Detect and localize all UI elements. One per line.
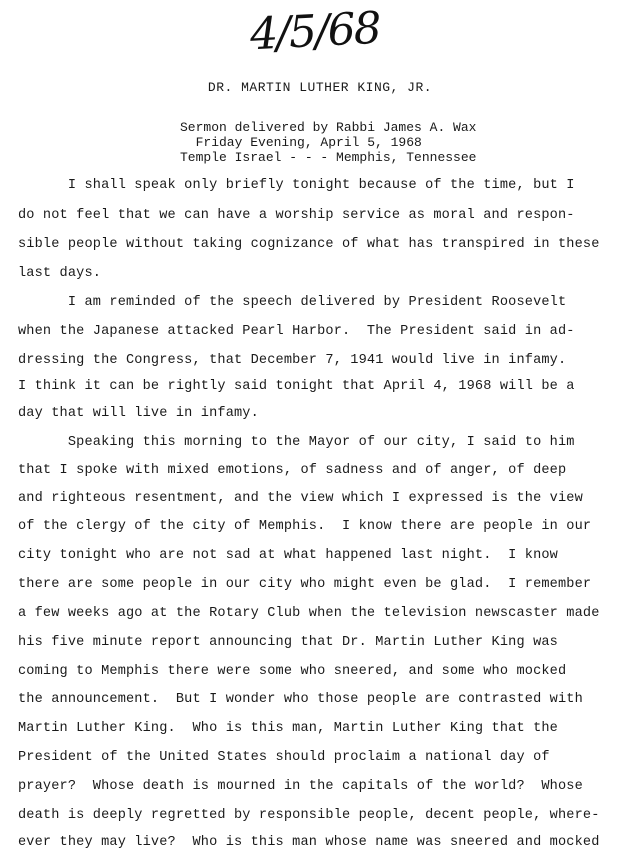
body-line: dressing the Congress, that December 7, 1941 would live in infamy.: [18, 353, 567, 368]
body-line: I shall speak only briefly tonight because of the time, but I: [18, 178, 575, 193]
body-line: coming to Memphis there were some who sneered, and some who mocked: [18, 664, 567, 679]
handwritten-date: 4/5/68: [248, 2, 381, 61]
sermon-subheading: [180, 120, 476, 165]
body-line: last days.: [18, 266, 102, 281]
body-line: day that will live in infamy.: [18, 406, 259, 421]
body-line: Speaking this morning to the Mayor of our city, I said to him: [18, 435, 575, 450]
body-line: the announcement. But I wonder who those people are contrasted with: [18, 692, 583, 707]
body-line: and righteous resentment, and the view which I expressed is the view: [18, 491, 583, 506]
body-line: Martin Luther King. Who is this man, Martin Luther King that the: [18, 721, 558, 736]
subheading-line: Friday Evening, April 5, 1968: [180, 135, 422, 150]
body-line: his five minute report announcing that Dr. Martin Luther King was: [18, 635, 558, 650]
body-line: I am reminded of the speech delivered by President Roosevelt: [18, 295, 567, 310]
body-line: do not feel that we can have a worship service as moral and respon-: [18, 208, 575, 223]
body-line: death is deeply regretted by responsible people, decent people, where-: [18, 808, 600, 823]
body-line: that I spoke with mixed emotions, of sadness and of anger, of deep: [18, 463, 567, 478]
body-line: ever they may live? Who is this man whose name was sneered and mocked: [18, 835, 600, 850]
subheading-line: Temple Israel - - - Memphis, Tennessee: [180, 150, 477, 165]
body-line: when the Japanese attacked Pearl Harbor. The President said in ad-: [18, 324, 575, 339]
body-line: a few weeks ago at the Rotary Club when the television newscaster made: [18, 606, 600, 621]
body-line: I think it can be rightly said tonight that April 4, 1968 will be a: [18, 379, 575, 394]
body-line: there are some people in our city who might even be glad. I remember: [18, 577, 592, 592]
body-line: of the clergy of the city of Memphis. I know there are people in our: [18, 519, 592, 534]
document-title: DR. MARTIN LUTHER KING, JR.: [207, 80, 433, 95]
body-line: sible people without taking cognizance of what has transpired in these: [18, 237, 600, 252]
body-line: prayer? Whose death is mourned in the capitals of the world? Whose: [18, 779, 583, 794]
body-line: President of the United States should proclaim a national day of: [18, 750, 550, 765]
body-line: city tonight who are not sad at what happened last night. I know: [18, 548, 558, 563]
subheading-line: Sermon delivered by Rabbi James A. Wax: [180, 120, 477, 135]
